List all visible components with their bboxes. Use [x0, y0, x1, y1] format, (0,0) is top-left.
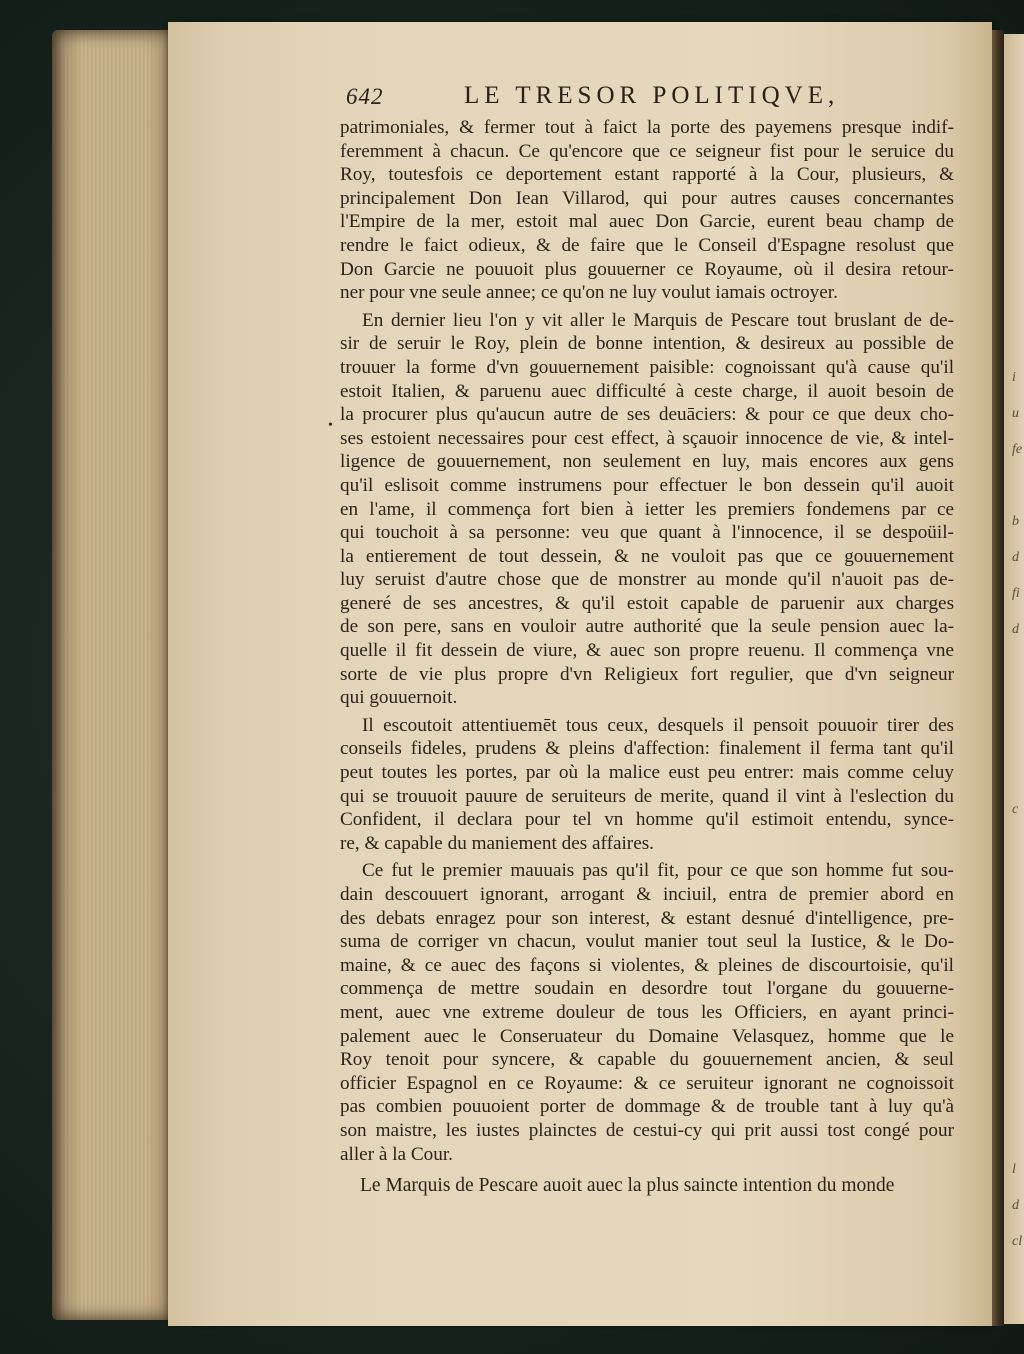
facing-letter [1012, 936, 1024, 972]
text-line: ment, auec vne extreme douleur de tous les Officiers, en ayant princi- [340, 1001, 954, 1023]
facing-letter [1012, 648, 1024, 684]
facing-letter: d [1012, 622, 1019, 637]
facing-letter: fe [1012, 442, 1023, 457]
text-line: l'Empire de la mer, estoit mal auec Don Garcie, eurent beau champ de [340, 211, 955, 233]
facing-letter: b [1012, 514, 1019, 529]
facing-letter [1012, 468, 1024, 504]
text-line: Roy tenoit pour syncere, & capable du gouuernement ancien, & seul [340, 1049, 954, 1071]
text-line: principalement Don Iean Villarod, qui pour autres causes concernantes [340, 187, 954, 209]
text-line: ligence de gouuernement, non seulement en luy, mais encores aux gens [340, 451, 954, 473]
paragraph [340, 309, 954, 710]
text-line: qui touchoit à sa personne: veu que quant à l'innocence, il se despoüil- [340, 522, 954, 544]
catchword-line: Le Marquis de Pescare auoit auec la plus saincte intention du monde [360, 1175, 895, 1197]
text-line: Roy, toutesfois ce deportement estant rapporté à la Cour, plusieurs, & [340, 164, 955, 186]
book-gutter [992, 30, 1004, 1326]
text-line: quelle il fit dessein de viure, & auec son propre reuenu. Il commença vne [340, 640, 954, 662]
text-line: rendre le faict odieux, & de faire que le Conseil d'Espagne resolust que [340, 234, 954, 256]
text-line: la entierement de tout dessein, & ne vouloit pas que ce gouuernement [340, 545, 954, 567]
text-line: dain descouuert ignorant, arrogant & inciuil, entra de premier abord en [340, 884, 954, 905]
text-line: re, & capable du maniement des affaires. [340, 832, 654, 854]
facing-letter [1012, 828, 1024, 864]
running-head [346, 82, 952, 114]
text-line: son maistre, les iustes plainctes de cestui-cy qui prit aussi tost congé pour [340, 1119, 954, 1141]
text-line: sir de seruir le Roy, plein de bonne intention, & desireux au possible de [340, 333, 954, 355]
facing-letter: i [1012, 370, 1016, 385]
page-block-shading [52, 30, 170, 1320]
text-line: Don Garcie ne pouuoit plus gouuerner ce Royaume, où il desira retour- [340, 258, 954, 280]
text-line: sorte de vie plus propre d'vn Religieux fort regulier, que d'vn seigneur [340, 663, 954, 685]
text-line: peut toutes les portes, par où la malice eust peu entrer: mais comme celuy [340, 762, 954, 784]
facing-letter [1012, 900, 1024, 936]
text-line: ses estoient necessaires pour cest effect, à sçauoir innocence de vie, & intel- [340, 427, 955, 449]
text-line: commença de mettre soudain en desordre tout l'organe du gouuerne- [340, 978, 954, 1000]
facing-letter [1012, 1008, 1024, 1044]
facing-letter [1012, 720, 1024, 756]
facing-letter: cl [1012, 1234, 1023, 1249]
facing-letter: fi [1012, 586, 1020, 601]
page-number: 642 [346, 84, 384, 109]
text-body [340, 116, 954, 1200]
facing-letter [1012, 1116, 1024, 1152]
facing-letter: u [1012, 406, 1019, 421]
text-line: qui gouuernoit. [340, 687, 458, 709]
paragraph [340, 116, 954, 305]
text-line: des debats enragez pour son interest, & estant desnué d'intelligence, pre- [340, 907, 955, 929]
facing-letter [1012, 756, 1024, 792]
text-line: aller à la Cour. [340, 1143, 453, 1165]
text-line: Il escoutoit attentiuemēt tous ceux, desquels il pensoit pouuoir tirer des [362, 714, 954, 736]
text-line: de son pere, sans en vouloir autre authorité que la seule pension auec la- [340, 616, 955, 638]
text-line: En dernier lieu l'on y vit aller le Marquis de Pescare tout bruslant de de- [362, 309, 955, 331]
text-line: generé de ses ancestres, & qu'il estoit capable de paruenir aux charges [340, 592, 955, 614]
facing-letter: l [1012, 1162, 1016, 1177]
text-line: trouuer la forme d'vn gouuernement paisible: cognoissant qu'à cause qu'il [340, 356, 955, 378]
text-line: la procurer plus qu'aucun autre de ses deuāciers: & pour ce que deux cho- [340, 404, 955, 426]
text-line: officier Espagnol en ce Royaume: & ce seruiteur ignorant ne cognoissoit [340, 1072, 954, 1094]
facing-letter: d [1012, 1198, 1019, 1213]
running-title: LE TRESOR POLITIQVE, [464, 82, 840, 109]
text-line: qu'il eslisoit comme instrumens pour effectuer le bon dessein qu'il auoit [340, 474, 954, 496]
facing-letter [1012, 972, 1024, 1008]
facing-page-letters [1012, 360, 1024, 1260]
text-line: patrimoniales, & fermer tout à faict la porte des payemens presque indif- [340, 117, 955, 138]
facing-letter [1012, 864, 1024, 900]
text-line: luy seruist d'autre chose que de monstrer au monde qu'il n'auoit pas de- [340, 569, 954, 591]
text-line: feremment à chacun. Ce qu'encore que ce seigneur fist pour le seruice du [340, 140, 954, 162]
text-line: suma de corriger vn chacun, voulut manier tout seul la Iustice, & le Do- [340, 931, 955, 953]
text-line: pas combien pouuoient porter de dommage & de trouble tant à luy qu'à [340, 1096, 955, 1118]
text-line: maine, & ce auec des façons si violentes, & pleines de discourtoisie, qu'il [340, 954, 955, 976]
text-line: Ce fut le premier mauuais pas qu'il fit, pour ce que son homme fut sou- [362, 860, 954, 882]
facing-letter [1012, 1044, 1024, 1080]
margin-mark: • [328, 418, 333, 433]
facing-letter: c [1012, 802, 1019, 817]
text-line: conseils fideles, prudens & pleins d'affection: finalement il ferma tant qu'il [340, 738, 954, 760]
facing-letter: d [1012, 550, 1019, 565]
text-line: estoit Italien, & paruenu auec difficulté à ceste charge, il auoit besoin de [340, 380, 954, 402]
text-line: en l'ame, il commença fort bien à ietter les premiers fondemens par ce [340, 498, 955, 520]
text-line: qui se trouuoit pauure de seruiteurs de merite, quand il vint à l'eslection du [340, 785, 955, 807]
text-line: palement auec le Conseruateur du Domaine Velasquez, homme que le [340, 1025, 955, 1047]
facing-letter [1012, 684, 1024, 720]
paragraph [340, 859, 954, 1166]
text-line: ner pour vne seule annee; ce qu'on ne luy voulut iamais octroyer. [340, 282, 838, 304]
text-line: Confident, il declara pour tel vn homme qu'il estimoit entendu, synce- [340, 809, 954, 831]
paragraph [340, 714, 954, 856]
facing-letter [1012, 1080, 1024, 1116]
